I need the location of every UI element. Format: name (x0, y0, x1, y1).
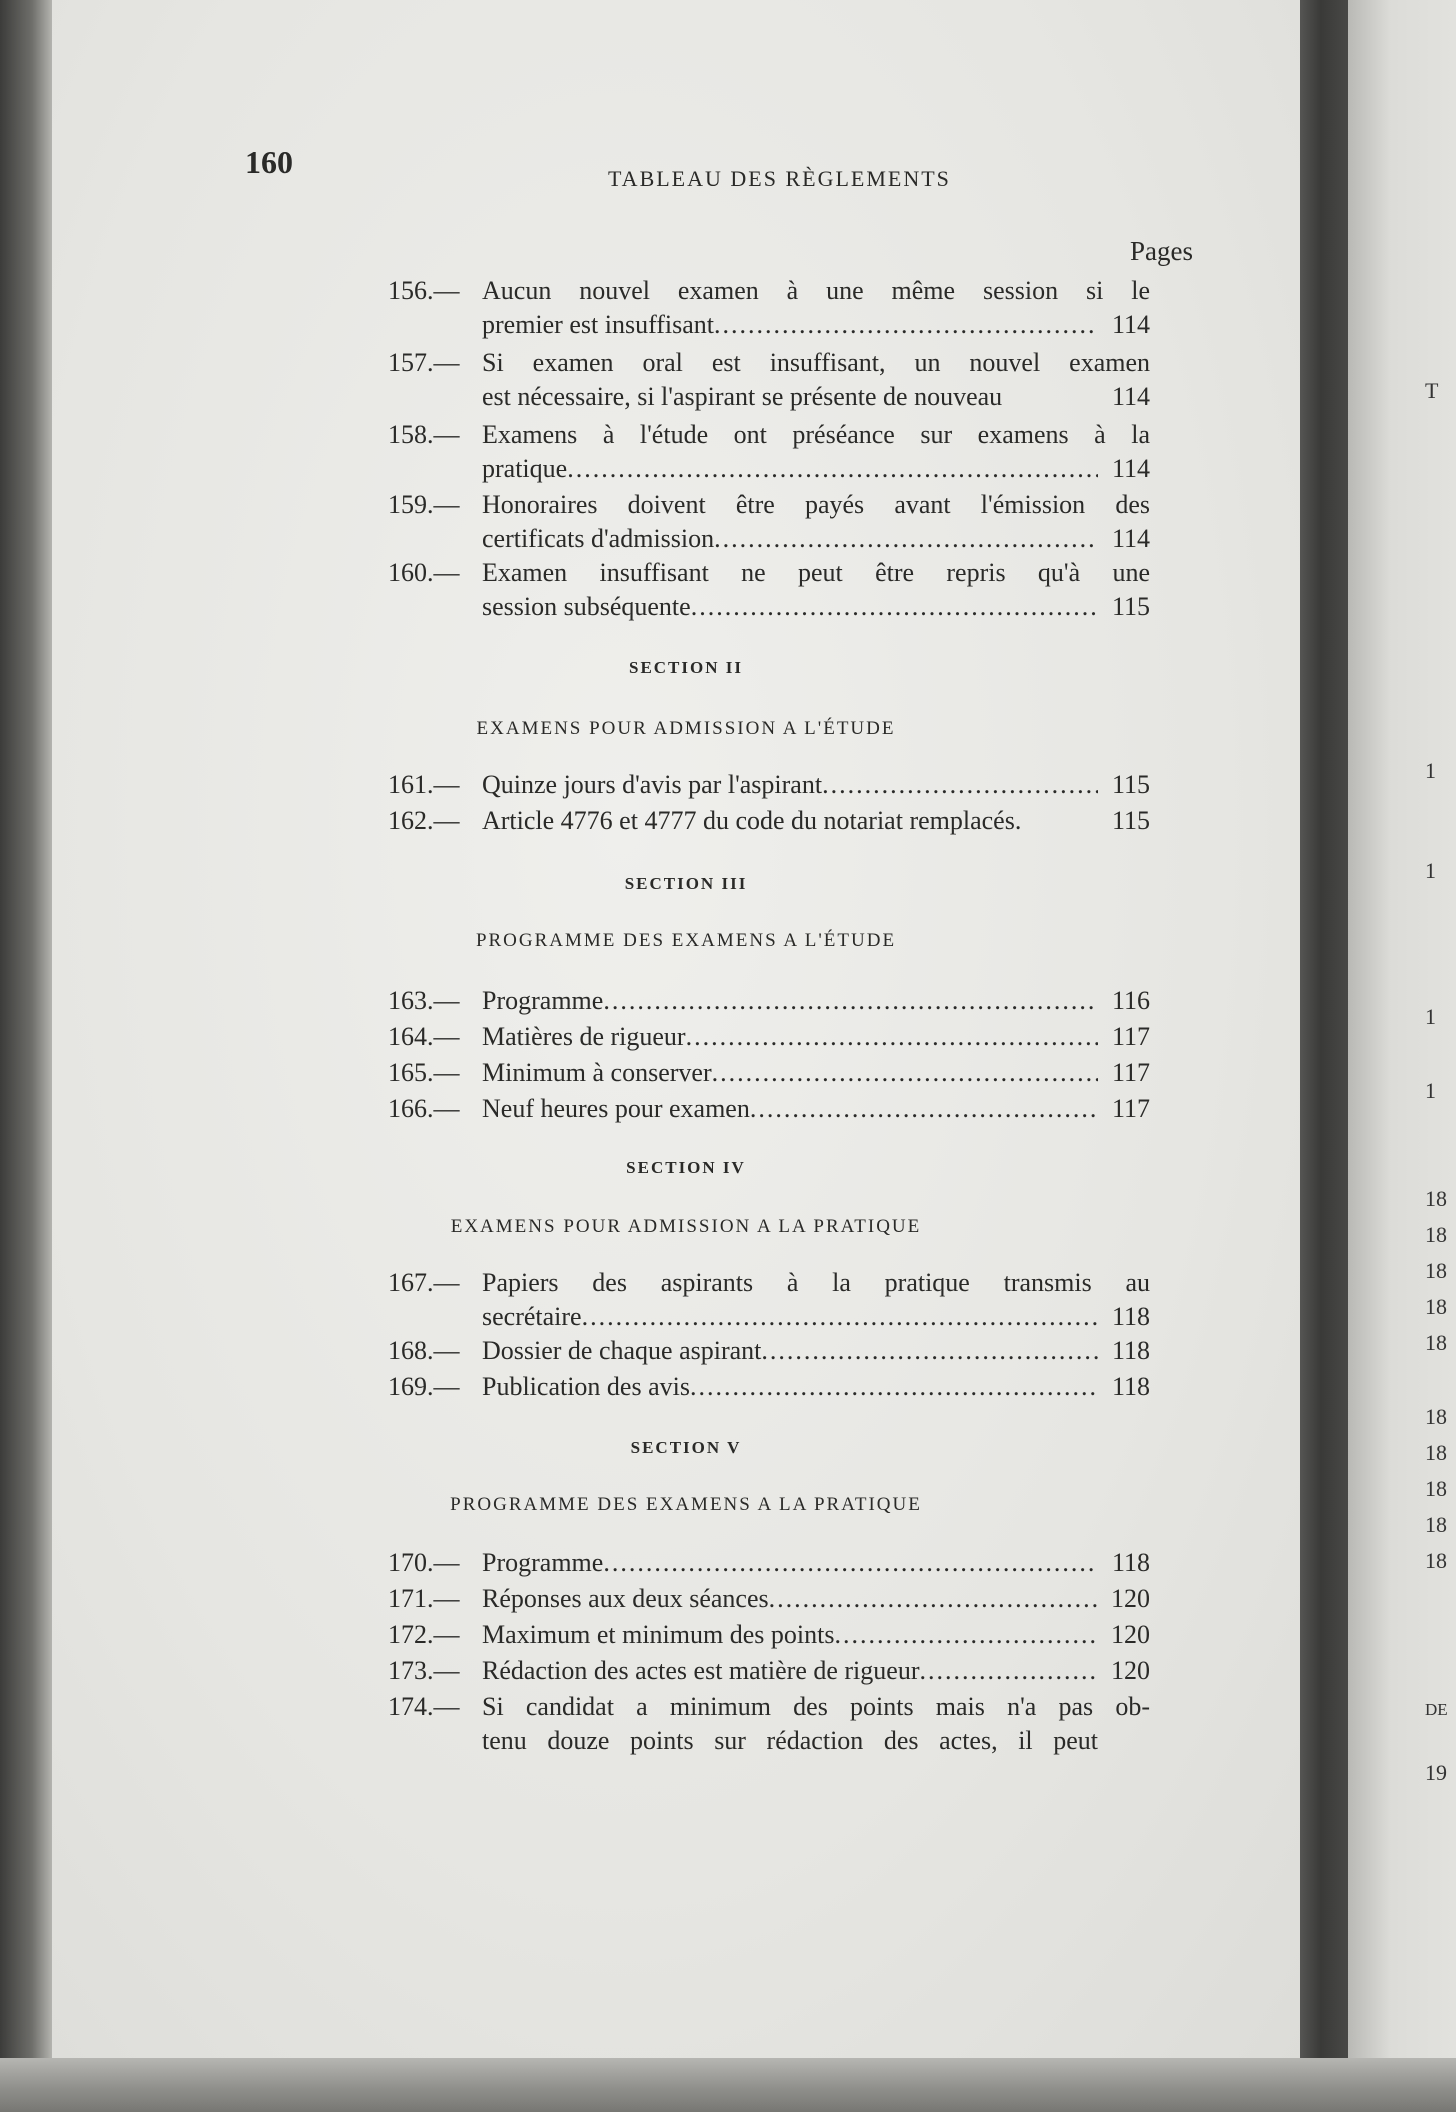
section-title: PROGRAMME DES EXAMENS A LA PRATIQUE (450, 1494, 922, 1515)
dot-leader (686, 1020, 1098, 1054)
entry-number: 171.— (388, 1584, 460, 1613)
entry-number: 163.— (388, 986, 460, 1015)
dot-leader (919, 1654, 1098, 1688)
toc-entry (388, 1654, 1150, 1688)
facing-page-fragment: 18 (1425, 1548, 1447, 1573)
section-title: EXAMENS POUR ADMISSION A LA PRATIQUE (450, 1216, 922, 1237)
entry-page: 120 (1111, 1584, 1150, 1613)
entry-number: 173.— (388, 1656, 460, 1685)
entry-page: 117 (1111, 1058, 1150, 1087)
entry-page: 120 (1111, 1620, 1150, 1649)
section-label: SECTION V (630, 1438, 742, 1457)
toc-entry (388, 556, 1150, 624)
dot-leader (822, 768, 1098, 802)
toc-entry (388, 488, 1150, 556)
toc-entry (388, 1690, 1150, 1758)
toc-entry (388, 1056, 1150, 1090)
dot-leader (714, 308, 1098, 342)
toc-entry (388, 804, 1150, 838)
entry-number: 170.— (388, 1548, 460, 1577)
section-label: SECTION II (628, 658, 743, 677)
page-number: 160 (245, 144, 293, 180)
toc-entry (388, 1370, 1150, 1404)
dot-leader (834, 1618, 1098, 1652)
facing-page-fragment: 18 (1425, 1222, 1447, 1247)
dot-leader (769, 1582, 1098, 1616)
entry-text: Article 4776 et 4777 du code du notariat remplacés. (482, 806, 1022, 835)
entry-text-cont: pratique (482, 454, 568, 483)
pages-column-label: Pages (1130, 236, 1193, 266)
dot-leader (567, 452, 1098, 486)
entry-page: 117 (1111, 1094, 1150, 1123)
entry-number: 165.— (388, 1058, 460, 1087)
facing-page-edge (1348, 0, 1456, 2112)
entry-number: 157.— (388, 348, 460, 377)
facing-page-fragment: 18 (1425, 1330, 1447, 1355)
facing-page-fragment: 18 (1425, 1512, 1447, 1537)
entry-number: 172.— (388, 1620, 460, 1649)
entry-number: 166.— (388, 1094, 460, 1123)
entry-text-cont: tenu douze points sur rédaction des actes, il peut (482, 1726, 1098, 1755)
facing-page-fragment: T (1425, 378, 1439, 403)
entry-text: Matières de rigueur (482, 1022, 686, 1051)
entry-text: Si examen oral est insuffisant, un nouvel examen (482, 348, 1150, 377)
running-head: TABLEAU DES RÈGLEMENTS (608, 166, 951, 191)
toc-entry (388, 1092, 1150, 1126)
facing-page-fragment: 18 (1425, 1258, 1447, 1283)
section-label: SECTION IV (626, 1158, 746, 1177)
entry-page: 114 (1111, 310, 1150, 339)
entry-page: 116 (1111, 986, 1150, 1015)
entry-page: 120 (1111, 1656, 1150, 1685)
entry-text: Réponses aux deux séances (482, 1584, 769, 1613)
entry-page: 114 (1111, 454, 1150, 483)
facing-page-fragment: 1 (1425, 1078, 1436, 1103)
entry-number: 169.— (388, 1372, 460, 1401)
entry-page: 118 (1111, 1302, 1150, 1331)
entry-text-cont: premier est insuffisant (482, 310, 715, 339)
facing-page-fragment: 1 (1425, 1004, 1436, 1029)
toc-entry (388, 274, 1150, 342)
left-page-edge (0, 0, 58, 2112)
dot-leader (750, 1092, 1098, 1126)
entry-number: 156.— (388, 276, 460, 305)
toc-entry (388, 1334, 1150, 1368)
entry-text: Papiers des aspirants à la pratique transmis au (482, 1268, 1150, 1297)
dot-leader (761, 1334, 1098, 1368)
section-title: PROGRAMME DES EXAMENS A L'ÉTUDE (475, 930, 897, 951)
entry-text: Aucun nouvel examen à une même session si le (482, 276, 1150, 305)
entry-page: 118 (1111, 1336, 1150, 1365)
entry-text: Minimum à conserver (482, 1058, 712, 1087)
facing-page-fragment: 18 (1425, 1186, 1447, 1211)
facing-page-fragment: 19 (1425, 1760, 1447, 1785)
dot-leader (690, 1370, 1098, 1404)
toc-entry (388, 1546, 1150, 1580)
facing-page-fragment: 1 (1425, 858, 1436, 883)
dot-leader (712, 1056, 1098, 1090)
toc-entry (388, 984, 1150, 1018)
entry-text: Publication des avis (482, 1372, 690, 1401)
entry-page: 118 (1111, 1548, 1150, 1577)
entry-number: 162.— (388, 806, 460, 835)
facing-page-fragment: 18 (1425, 1440, 1447, 1465)
entry-page: 117 (1111, 1022, 1150, 1051)
entry-number: 174.— (388, 1692, 460, 1721)
entry-page: 115 (1111, 592, 1150, 621)
entry-text-cont: secrétaire (482, 1302, 582, 1331)
entry-page: 118 (1111, 1372, 1150, 1401)
entry-text: Honoraires doivent être payés avant l'émission des (482, 490, 1150, 519)
entry-number: 159.— (388, 490, 460, 519)
dot-leader (691, 590, 1098, 624)
entry-text: Neuf heures pour examen (482, 1094, 750, 1123)
facing-page-fragment: 1 (1425, 758, 1436, 783)
entry-text: Rédaction des actes est matière de rigueur (482, 1656, 920, 1685)
entry-text-cont: session subséquente (482, 592, 691, 621)
entry-text: Programme (482, 986, 604, 1015)
entry-text: Quinze jours d'avis par l'aspirant (482, 770, 823, 799)
toc-entry (388, 1020, 1150, 1054)
entry-page: 114 (1111, 382, 1150, 411)
entry-text: Maximum et minimum des points (482, 1620, 835, 1649)
section-label: SECTION III (624, 874, 748, 893)
facing-page-fragment: 18 (1425, 1294, 1447, 1319)
toc-entry (388, 418, 1150, 486)
entry-page: 114 (1111, 524, 1150, 553)
entry-text: Si candidat a minimum des points mais n'a pas ob- (482, 1692, 1150, 1721)
entry-number: 158.— (388, 420, 460, 449)
entry-page: 115 (1111, 806, 1150, 835)
entry-text-cont: certificats d'admission (482, 524, 715, 553)
entry-text-cont: est nécessaire, si l'aspirant se présente de nouveau (482, 382, 1003, 411)
section-title: EXAMENS POUR ADMISSION A L'ÉTUDE (476, 718, 896, 739)
dot-leader (714, 522, 1098, 556)
toc-entry (388, 1266, 1150, 1334)
facing-page-fragment: 18 (1425, 1404, 1447, 1429)
facing-page-fragment: DE (1425, 1700, 1448, 1719)
entry-number: 160.— (388, 558, 460, 587)
toc-entry (388, 1618, 1150, 1652)
dot-leader (582, 1300, 1098, 1334)
dot-leader (603, 1546, 1098, 1580)
dot-leader (603, 984, 1098, 1018)
entry-text: Examens à l'étude ont préséance sur examens à la (482, 420, 1150, 449)
entry-text: Examen insuffisant ne peut être repris qu'à une (482, 558, 1150, 587)
facing-page-fragment: 18 (1425, 1476, 1447, 1501)
toc-entry (388, 346, 1150, 414)
entry-number: 164.— (388, 1022, 460, 1051)
entry-page: 115 (1111, 770, 1150, 799)
entry-text: Programme (482, 1548, 604, 1577)
toc-entry (388, 1582, 1150, 1616)
entry-number: 168.— (388, 1336, 460, 1365)
toc-entry (388, 768, 1150, 802)
bottom-edge (0, 2058, 1456, 2112)
entry-number: 167.— (388, 1268, 460, 1297)
entry-text: Dossier de chaque aspirant (482, 1336, 762, 1365)
entry-number: 161.— (388, 770, 460, 799)
book-gutter (1300, 0, 1352, 2112)
